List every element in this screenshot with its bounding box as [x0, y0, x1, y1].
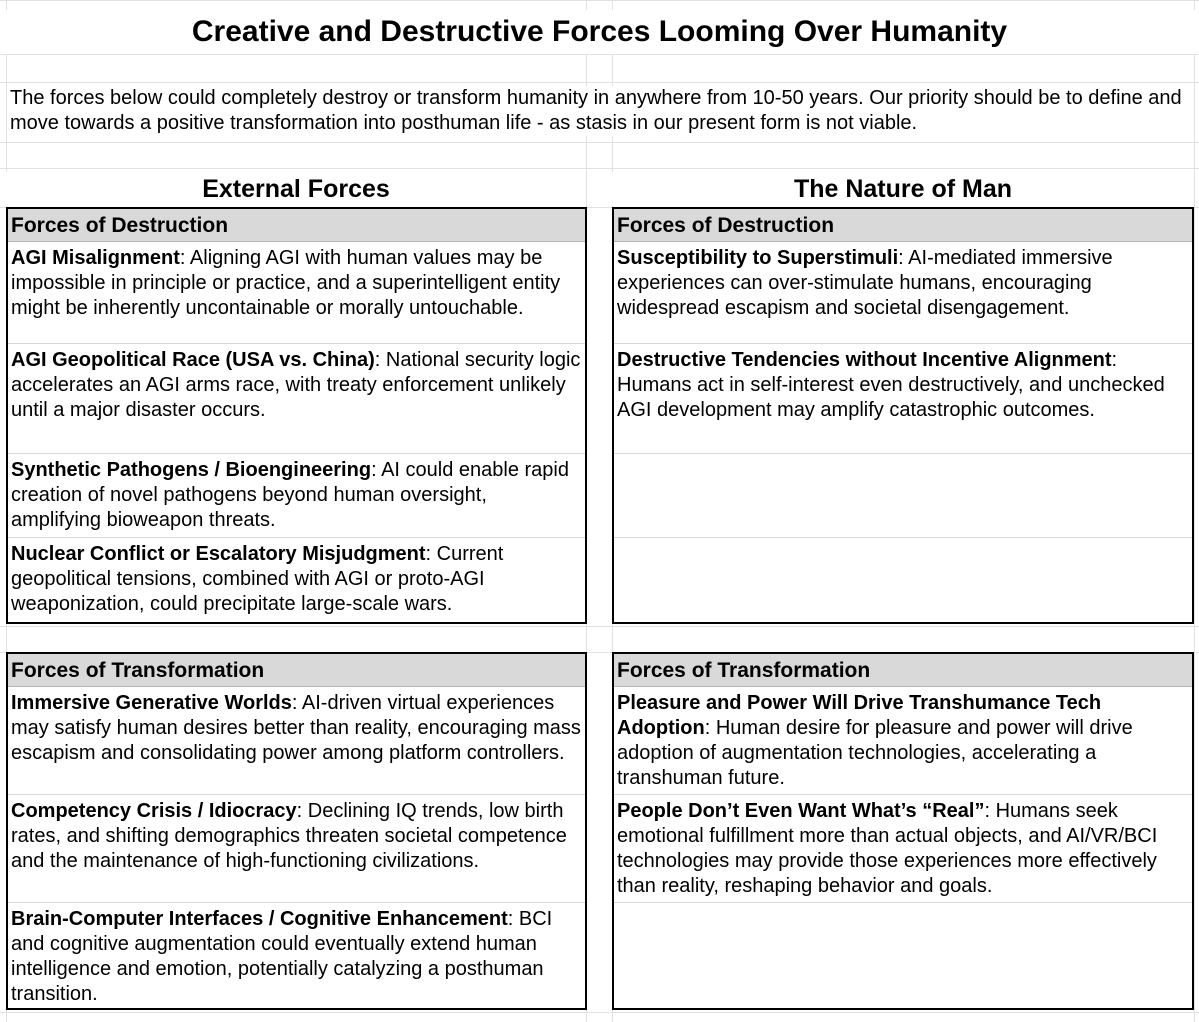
entry-term: Susceptibility to Superstimuli: [617, 247, 899, 269]
entry-term: People Don’t Even Want What’s “Real”: [617, 800, 985, 822]
entry-term: Nuclear Conflict or Escalatory Misjudgment: [11, 543, 426, 565]
list-item[interactable]: [614, 344, 1192, 454]
entry-text: : Aligning AGI with human values may be impossible in principle or practice, and a superintelligent entity might be inherently uncontainable or morally untouchable.: [11, 247, 561, 319]
column-heading-external-forces: External Forces: [6, 172, 586, 206]
nature-destruction-section: [612, 207, 1194, 624]
entry-text: : AI-driven virtual experiences may satisfy human desires better than reality, encouraging mass escapism and consolidating power among platform controllers.: [11, 692, 581, 764]
section-header: Forces of Transformation: [614, 654, 1192, 687]
entry-text: : Declining IQ trends, low birth rates, and shifting demographics threaten societal competence and the maintenance of high-functioning civilizations.: [11, 800, 567, 872]
entry-text: : National security logic accelerates an AGI arms race, with treaty enforcement unlikely until a major disaster occurs.: [11, 349, 581, 421]
entry-term: Immersive Generative Worlds: [11, 692, 292, 714]
page-title: Creative and Destructive Forces Looming Over Humanity: [0, 10, 1199, 54]
entry-term: Brain-Computer Interfaces / Cognitive Enhancement: [11, 908, 508, 930]
external-transformation-section: [6, 652, 587, 1010]
entry-term: Pleasure and Power Will Drive Transhumance Tech Adoption: [617, 692, 1102, 739]
list-item[interactable]: [614, 687, 1192, 795]
list-item[interactable]: [614, 454, 1192, 538]
entry-text: : BCI and cognitive augmentation could eventually extend human intelligence and emotion, potentially catalyzing a posthuman transition.: [11, 908, 553, 1005]
external-destruction-section: [6, 207, 587, 624]
entry-text: : AI could enable rapid creation of novel pathogens beyond human oversight, amplifying bioweapon threats.: [11, 459, 569, 531]
entry-term: Synthetic Pathogens / Bioengineering: [11, 459, 372, 481]
list-item[interactable]: [8, 538, 585, 622]
intro-text: The forces below could completely destroy or transform humanity in anywhere from 10-50 years. Our priority should be to define and move towards a positive transformation into posthuman life - as stasis in our present form is not viable.: [10, 86, 1190, 136]
entry-text: : Human desire for pleasure and power will drive adoption of augmentation technologies, accelerating a transhuman future.: [617, 717, 1133, 789]
entry-text: : Current geopolitical tensions, combined with AGI or proto-AGI weaponization, could precipitate large-scale wars.: [11, 543, 504, 615]
list-item[interactable]: [8, 687, 585, 795]
list-item[interactable]: [614, 795, 1192, 903]
list-item[interactable]: [614, 242, 1192, 344]
entry-term: AGI Misalignment: [11, 247, 180, 269]
entry-term: Destructive Tendencies without Incentive Alignment: [617, 349, 1112, 371]
list-item[interactable]: [8, 344, 585, 454]
list-item[interactable]: [614, 903, 1192, 1008]
nature-transformation-section: [612, 652, 1194, 1010]
entry-term: Competency Crisis / Idiocracy: [11, 800, 297, 822]
list-item[interactable]: [8, 242, 585, 344]
list-item[interactable]: [614, 538, 1192, 622]
entry-text: : Humans act in self-interest even destructively, and unchecked AGI development may amplify catastrophic outcomes.: [617, 349, 1165, 421]
column-heading-nature-of-man: The Nature of Man: [612, 172, 1194, 206]
list-item[interactable]: [8, 795, 585, 903]
entry-text: : AI-mediated immersive experiences can over-stimulate humans, encouraging widespread escapism and societal disengagement.: [617, 247, 1113, 319]
section-header: Forces of Transformation: [8, 654, 585, 687]
entry-term: AGI Geopolitical Race (USA vs. China): [11, 349, 375, 371]
section-header: Forces of Destruction: [614, 209, 1192, 242]
section-header: Forces of Destruction: [8, 209, 585, 242]
list-item[interactable]: [8, 903, 585, 1008]
entry-text: : Humans seek emotional fulfillment more than actual objects, and AI/VR/BCI technologies may provide those experiences more effectively than reality, reshaping behavior and goals.: [617, 800, 1158, 897]
list-item[interactable]: [8, 454, 585, 538]
